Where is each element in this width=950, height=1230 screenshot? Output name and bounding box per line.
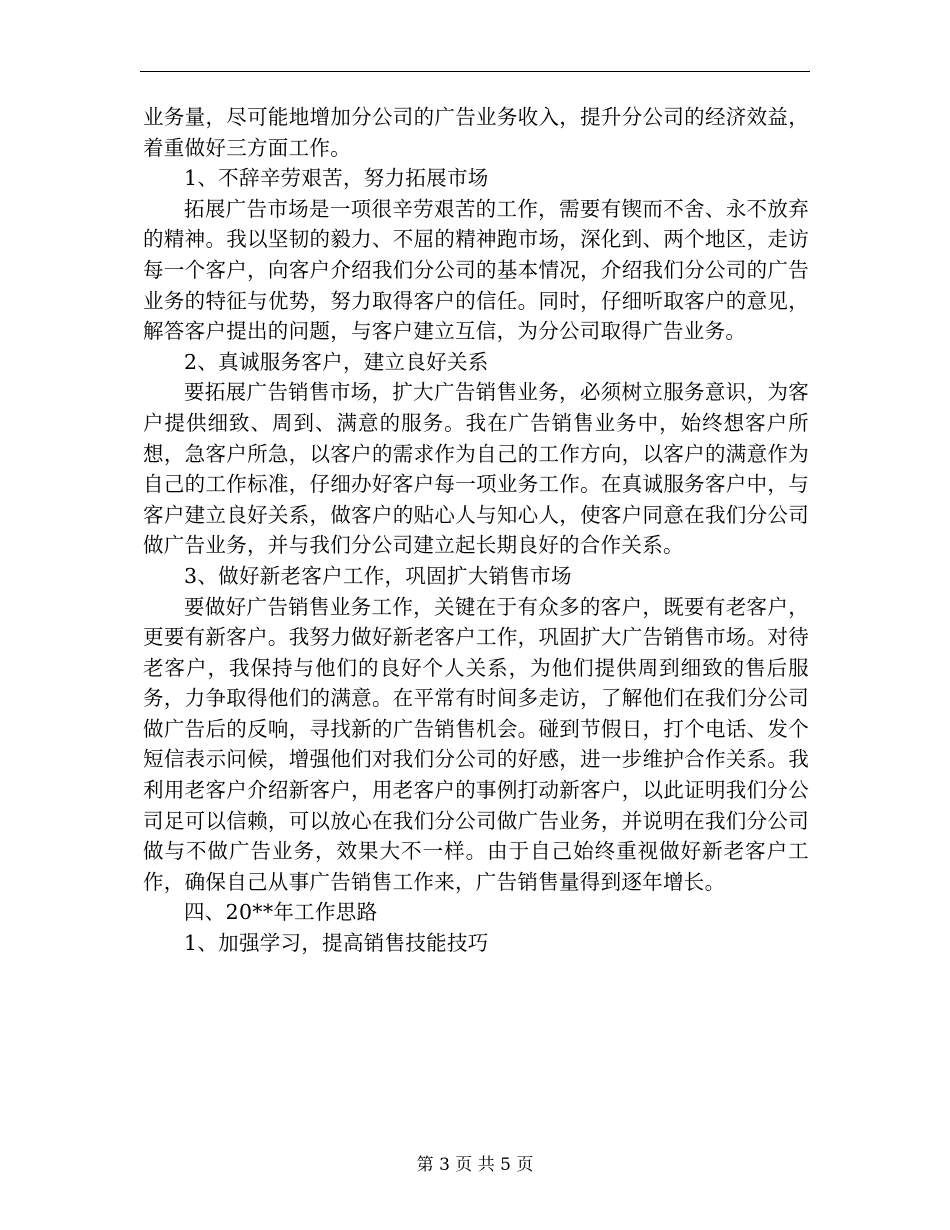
paragraph: 要做好广告销售业务工作，关键在于有众多的客户，既要有老客户，更要有新客户。我努力做好新老客户工作，巩固扩大广告销售市场。对待老客户，我保持与他们的良好个人关系，为他们提供周到细致的售后服务，力争取得他们的满意。在平常有时间多走访，了解他们在我们分公司做广告后的反响，寻找新的广告销售机会。碰到节假日，打个电话、发个短信表示问候，增强他们对我们分公司的好感，进一步维护合作关系。我利用老客户介绍新客户，用老客户的事例打动新客户，以此证明我们分公司足可以信赖，可以放心在我们分公司做广告业务，并说明在我们分公司做与不做广告业务，效果大不一样。由于自己始终重视做好新老客户工作，确保自己从事广告销售工作来，广告销售量得到逐年增长。	[143, 594, 809, 894]
body-text	[143, 102, 809, 959]
section-heading: 2、真诚服务客户，建立良好关系	[184, 349, 489, 374]
section-heading: 1、加强学习，提高销售技能技巧	[184, 931, 489, 956]
paragraph: 要拓展广告销售市场，扩大广告销售业务，必须树立服务意识，为客户提供细致、周到、满意的服务。我在广告销售业务中，始终想客户所想，急客户所急，以客户的需求作为自己的工作方向，以客户的满意作为自己的工作标准，仔细办好客户每一项业务工作。在真诚服务客户中，与客户建立良好关系，做客户的贴心人与知心人，使客户同意在我们分公司做广告业务，并与我们分公司建立起长期良好的合作关系。	[143, 380, 809, 558]
header-rule	[140, 71, 810, 72]
paragraph: 拓展广告市场是一项很辛劳艰苦的工作，需要有锲而不舍、永不放弃的精神。我以坚韧的毅力、不屈的精神跑市场，深化到、两个地区，走访每一个客户，向客户介绍我们分公司的基本情况，介绍我们分公司的广告业务的特征与优势，努力取得客户的信任。同时，仔细听取客户的意见，解答客户提出的问题，与客户建立互信，为分公司取得广告业务。	[143, 196, 809, 344]
page-footer: 第 3 页 共 5 页	[416, 1155, 534, 1175]
paragraph: 业务量，尽可能地增加分公司的广告业务收入，提升分公司的经济效益，着重做好三方面工作。	[143, 105, 809, 160]
section-heading: 1、不辞辛劳艰苦，努力拓展市场	[184, 166, 489, 191]
section-heading: 四、20**年工作思路	[184, 900, 378, 925]
section-heading: 3、做好新老客户工作，巩固扩大销售市场	[184, 563, 572, 588]
